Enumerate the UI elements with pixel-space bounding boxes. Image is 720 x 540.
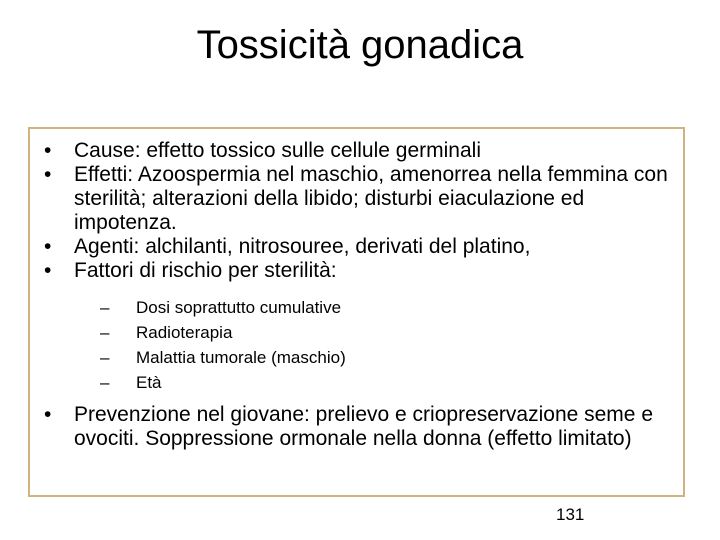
- sub-item-text: Età: [136, 373, 162, 392]
- bullet-marker: •: [44, 139, 52, 162]
- dash-marker: –: [100, 323, 110, 342]
- bullet-item-cause: [42, 139, 682, 163]
- bullet-item-prevention: [42, 403, 682, 451]
- dash-marker: –: [100, 348, 110, 367]
- sub-item: [100, 295, 682, 320]
- bullet-item-agents: [42, 235, 682, 259]
- bullet-text: Prevenzione nel giovane: prelievo e criopreservazione seme e ovociti. Soppressione ormonale nella donna (effetto limitato): [74, 403, 653, 450]
- bullet-marker: •: [44, 163, 52, 186]
- bullet-text: Agenti: alchilanti, nitrosouree, derivati del platino,: [74, 235, 531, 258]
- bullet-item-risk-factors: [42, 259, 682, 395]
- content-box: [28, 127, 685, 497]
- sub-item: [100, 370, 682, 395]
- sub-item-text: Radioterapia: [136, 323, 233, 342]
- bullet-marker: •: [44, 235, 52, 258]
- bullet-text: Fattori di rischio per sterilità:: [74, 259, 337, 282]
- sub-item-text: Malattia tumorale (maschio): [136, 348, 346, 367]
- page-number: 131: [556, 505, 585, 524]
- bullet-text: Cause: effetto tossico sulle cellule germinali: [74, 139, 481, 162]
- dash-marker: –: [100, 373, 110, 392]
- sub-item: [100, 320, 682, 345]
- dash-marker: –: [100, 298, 110, 317]
- slide-title: Tossicità gonadica: [196, 23, 524, 67]
- sub-item-text: Dosi soprattutto cumulative: [136, 298, 342, 317]
- sub-item: [100, 345, 682, 370]
- bullet-marker: •: [44, 259, 52, 282]
- bullet-item-effects: [42, 163, 682, 235]
- sub-bullet-list: [74, 295, 682, 395]
- bullet-marker: •: [44, 403, 52, 426]
- bullet-list: [42, 139, 682, 451]
- bullet-text: Effetti: Azoospermia nel maschio, amenorrea nella femmina con sterilità; alterazioni della libido; disturbi eiaculazione ed impotenza.: [74, 163, 668, 234]
